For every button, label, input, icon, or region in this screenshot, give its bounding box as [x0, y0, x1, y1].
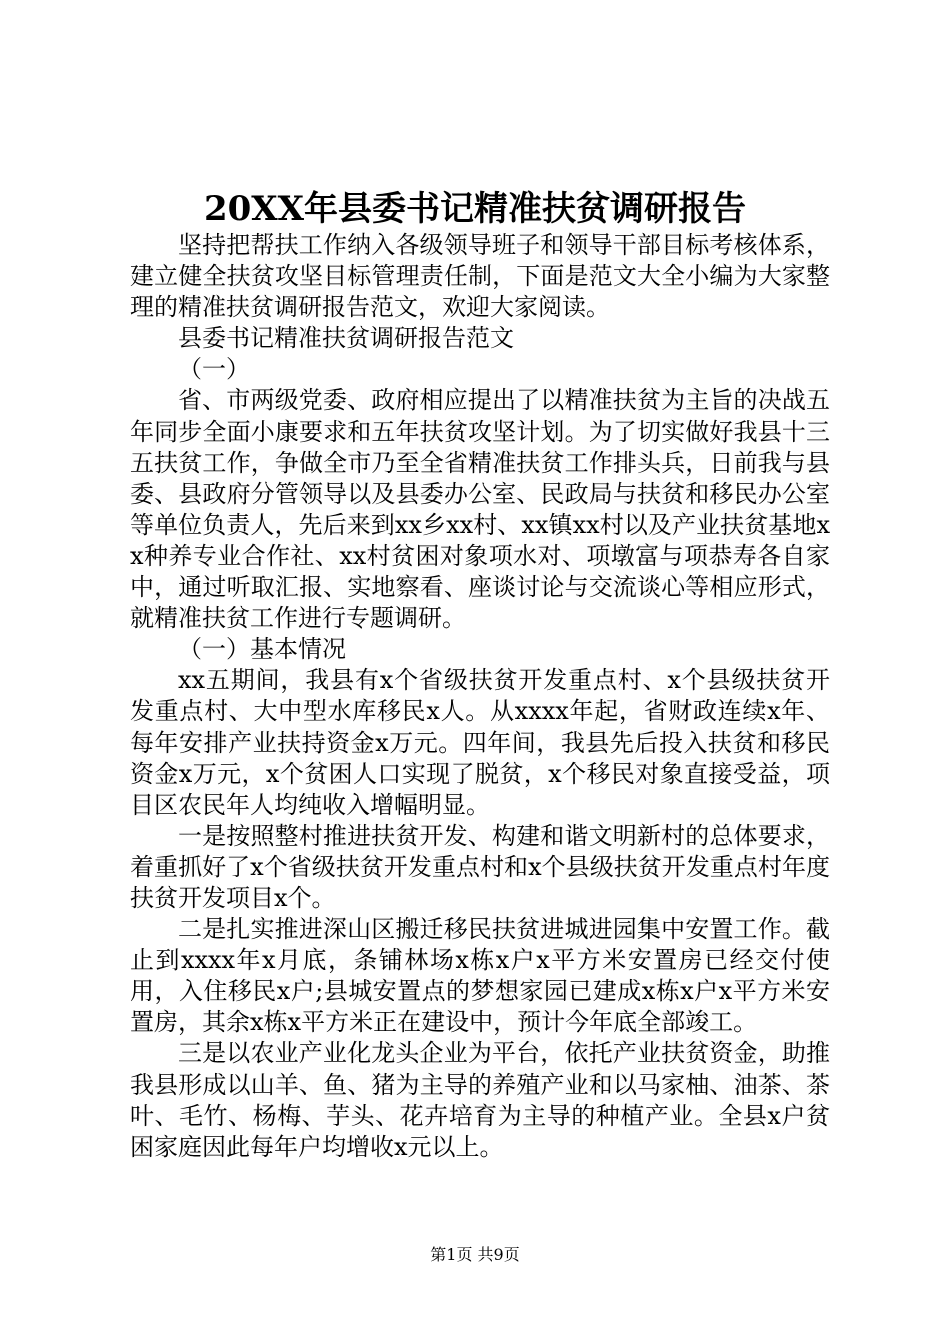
paragraph-overview: 省、市两级党委、政府相应提出了以精准扶贫为主旨的决战五年同步全面小康要求和五年扶贫攻坚计划。为了切实做好我县十三五扶贫工作，争做全市乃至全省精准扶贫工作排头兵，日前我与县委、县政府分管领导以及县委办公室、民政局与扶贫和移民办公室等单位负责人，先后来到xx乡xx村、xx镇xx村以及产业扶贫基地xx种养专业合作社、xx村贫困对象项水对、项墩富与项恭寿各自家中，通过听取汇报、实地察看、座谈讨论与交流谈心等相应形式，就精准扶贫工作进行专题调研。	[130, 386, 830, 633]
paragraph-point-3: 三是以农业产业化龙头企业为平台，依托产业扶贫资金，助推我县形成以山羊、鱼、猪为主导的养殖产业和以马家柚、油茶、茶叶、毛竹、杨梅、芋头、花卉培育为主导的种植产业。全县x户贫困家庭因此每年户均增收x元以上。	[130, 1039, 830, 1161]
paragraph-intro: 坚持把帮扶工作纳入各级领导班子和领导干部目标考核体系，建立健全扶贫攻坚目标管理责任制，下面是范文大全小编为大家整理的精准扶贫调研报告范文，欢迎大家阅读。	[130, 231, 830, 322]
page-number-footer: 第1页 共9页	[430, 1245, 520, 1264]
paragraph-subtitle: 县委书记精准扶贫调研报告范文	[178, 324, 514, 353]
document-title: 20XX年县委书记精准扶贫调研报告	[203, 189, 747, 229]
paragraph-point-1: 一是按照整村推进扶贫开发、构建和谐文明新村的总体要求，着重抓好了x个省级扶贫开发重点村和x个县级扶贫开发重点村年度扶贫开发项目x个。	[130, 821, 830, 912]
paragraph-point-2: 二是扎实推进深山区搬迁移民扶贫进城进园集中安置工作。截止到xxxx年x月底，条铺林场x栋x户x平方米安置房已经交付使用，入住移民x户;县城安置点的梦想家园已建成x栋x户x平方米安置房，其余x栋x平方米正在建设中，预计今年底全部竣工。	[130, 915, 830, 1037]
paragraph-basic-situation: xx五期间，我县有x个省级扶贫开发重点村、x个县级扶贫开发重点村、大中型水库移民x人。从xxxx年起，省财政连续x年、每年安排产业扶持资金x万元。四年间，我县先后投入扶贫和移民资金x万元，x个贫困人口实现了脱贫，x个移民对象直接受益，项目区农民年人均纯收入增幅明显。	[130, 666, 830, 819]
section-heading-basic-situation: （一）基本情况	[178, 635, 346, 664]
section-heading-1: （一）	[178, 355, 250, 384]
document-body	[130, 230, 830, 1163]
